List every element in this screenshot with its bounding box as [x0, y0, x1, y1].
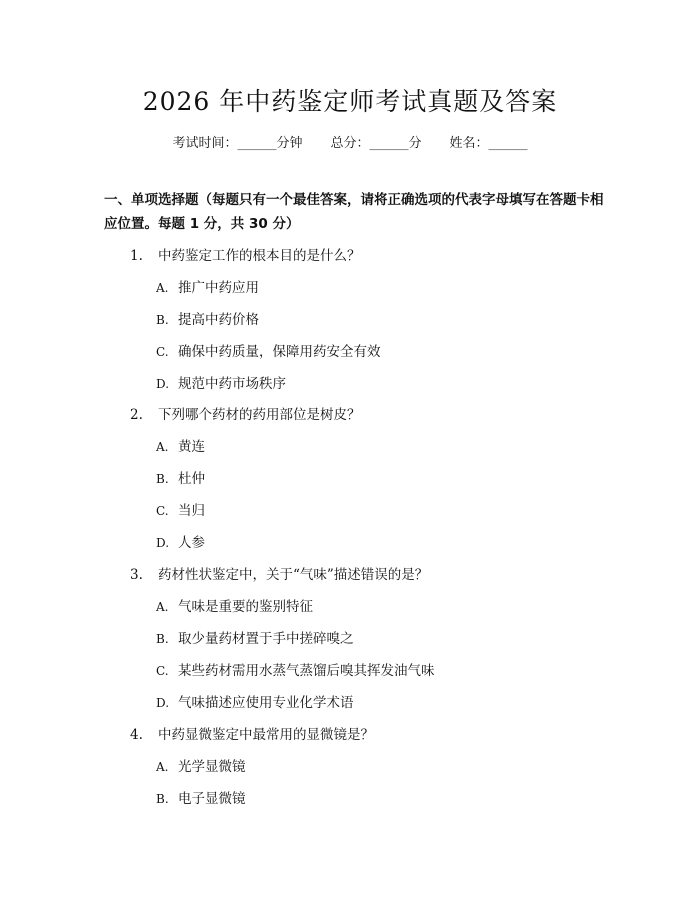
question-text: 药材性状鉴定中，关于“气味”描述错误的是？ [158, 567, 429, 583]
option-3b [156, 627, 354, 647]
option-text: 人参 [178, 535, 205, 551]
option-1b [156, 308, 259, 328]
option-letter: B. [156, 792, 169, 806]
option-letter: A. [156, 281, 169, 295]
option-letter: D. [156, 696, 170, 710]
question-text: 中药显微鉴定中最常用的显微镜是？ [158, 727, 374, 743]
option-text: 电子显微镜 [178, 791, 246, 807]
question-number: 3. [130, 567, 143, 583]
option-3c [156, 659, 435, 679]
option-1c [156, 340, 381, 360]
option-text: 杜仲 [178, 471, 205, 487]
option-4b [156, 787, 246, 807]
question-number: 2. [130, 407, 143, 423]
option-2a [156, 435, 205, 455]
question-text: 下列哪个药材的药用部位是树皮？ [158, 407, 361, 423]
option-letter: B. [156, 472, 169, 486]
question-3 [130, 563, 428, 583]
option-1d [156, 372, 286, 392]
question-2 [130, 403, 361, 423]
option-text: 气味描述应使用专业化学术语 [178, 695, 354, 711]
question-number: 4. [130, 727, 143, 743]
option-3d [156, 691, 354, 711]
option-letter: A. [156, 600, 169, 614]
exam-meta [0, 132, 700, 151]
option-letter: A. [156, 760, 169, 774]
option-letter: A. [156, 440, 169, 454]
question-1 [130, 244, 361, 264]
option-text: 确保中药质量，保障用药安全有效 [178, 344, 381, 360]
option-letter: B. [156, 313, 169, 327]
option-letter: B. [156, 632, 169, 646]
section-heading: 一、单项选择题（每题只有一个最佳答案，请将正确选项的代表字母填写在答题卡相应位置。每题 1 分，共 30 分） [104, 192, 604, 232]
option-2c [156, 499, 205, 519]
option-text: 推广中药应用 [178, 280, 259, 296]
question-text: 中药鉴定工作的根本目的是什么？ [158, 248, 361, 264]
option-text: 提高中药价格 [178, 312, 259, 328]
option-1a [156, 276, 259, 296]
option-text: 当归 [178, 503, 205, 519]
page-title: 2026 年中药鉴定师考试真题及答案 [142, 87, 558, 116]
option-text: 规范中药市场秩序 [178, 376, 286, 392]
question-number: 1. [130, 248, 143, 264]
option-4a [156, 755, 246, 775]
option-letter: D. [156, 377, 170, 391]
total-score-field: 总分：______分 [330, 136, 422, 151]
option-2b [156, 467, 205, 487]
exam-time-field: 考试时间：______分钟 [172, 136, 303, 151]
option-text: 某些药材需用水蒸气蒸馏后嗅其挥发油气味 [178, 663, 435, 679]
question-4 [130, 723, 374, 743]
option-text: 气味是重要的鉴别特征 [178, 599, 313, 615]
option-letter: C. [156, 345, 169, 359]
option-letter: C. [156, 664, 169, 678]
student-name-field: 姓名：______ [449, 136, 528, 151]
option-text: 取少量药材置于手中搓碎嗅之 [178, 631, 354, 647]
option-text: 黄连 [178, 439, 205, 455]
option-letter: C. [156, 504, 169, 518]
option-letter: D. [156, 536, 170, 550]
option-2d [156, 531, 205, 551]
option-3a [156, 595, 313, 615]
option-text: 光学显微镜 [178, 759, 246, 775]
